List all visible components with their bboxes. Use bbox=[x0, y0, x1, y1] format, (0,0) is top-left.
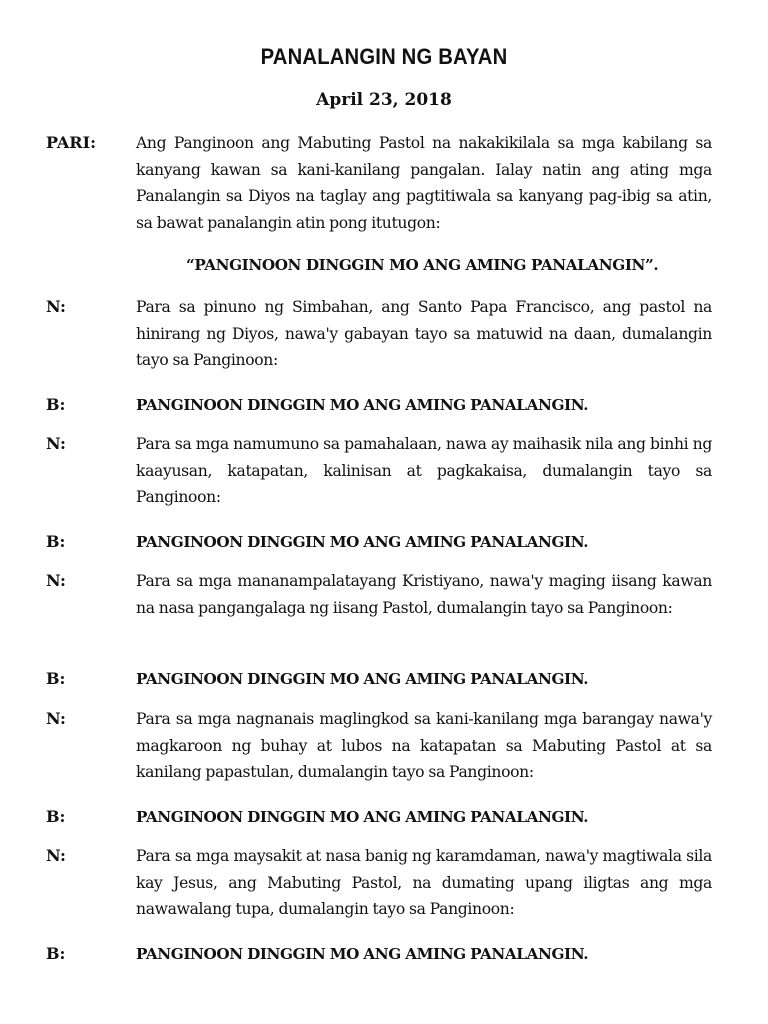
response-line: “PANGINOON DINGGIN MO ANG AMING PANALANGIN”. bbox=[186, 256, 659, 274]
response-text: PANGINOON DINGGIN MO ANG AMING PANALANGIN. bbox=[136, 808, 589, 826]
speaker-label: B: bbox=[46, 807, 66, 826]
speaker-label: PARI: bbox=[46, 133, 96, 152]
response-text: PANGINOON DINGGIN MO ANG AMING PANALANGIN. bbox=[136, 945, 589, 963]
speaker-label: B: bbox=[46, 395, 66, 414]
speaker-label: B: bbox=[46, 669, 66, 688]
petition-text: Para sa mga namumuno sa pamahalaan, nawa ay maihasik nila ang binhi ng kaayusan, katapatan, kalinisan at pagkakaisa, dumalangin tayo sa Panginoon: bbox=[136, 435, 712, 506]
response-text: PANGINOON DINGGIN MO ANG AMING PANALANGIN. bbox=[136, 396, 589, 414]
petition-text: Para sa mga nagnanais maglingkod sa kani-kanilang mga barangay nawa'y magkaroon ng buhay at lubos na katapatan sa Mabuting Pastol at sa kanilang papastulan, dumalangin tayo sa Panginoon: bbox=[136, 710, 712, 781]
response-text: PANGINOON DINGGIN MO ANG AMING PANALANGIN. bbox=[136, 533, 589, 551]
document-title: PANALANGIN NG BAYAN bbox=[260, 44, 508, 69]
speaker-label: N: bbox=[46, 434, 66, 453]
response-text: PANGINOON DINGGIN MO ANG AMING PANALANGIN. bbox=[136, 670, 589, 688]
petition-text: Para sa mga mananampalatayang Kristiyano, nawa'y maging iisang kawan na nasa pangangalaga ng iisang Pastol, dumalangin tayo sa Panginoon: bbox=[136, 572, 712, 617]
petition-text: Para sa pinuno ng Simbahan, ang Santo Papa Francisco, ang pastol na hinirang ng Diyos, nawa'y gabayan tayo sa matuwid na daan, dumalangin tayo sa Panginoon: bbox=[136, 298, 712, 369]
speaker-label: N: bbox=[46, 297, 66, 316]
speaker-label: N: bbox=[46, 846, 66, 865]
speaker-label: B: bbox=[46, 532, 66, 551]
speaker-label: N: bbox=[46, 571, 66, 590]
document-date: April 23, 2018 bbox=[316, 90, 452, 110]
speaker-label: B: bbox=[46, 944, 66, 963]
paragraph-text: Ang Panginoon ang Mabuting Pastol na nakakikilala sa mga kabilang sa kanyang kawan sa kani-kanilang pangalan. Ialay natin ang ating mga Panalangin sa Diyos na taglay ang pagtitiwala sa kanyang pag-ibig sa atin, sa bawat panalangin atin pong itutugon: bbox=[136, 134, 712, 232]
speaker-label: N: bbox=[46, 709, 66, 728]
petition-text: Para sa mga maysakit at nasa banig ng karamdaman, nawa'y magtiwala sila kay Jesus, ang Mabuting Pastol, na dumating upang iligtas ang mga nawawalang tupa, dumalangin tayo sa Panginoon: bbox=[136, 847, 712, 918]
